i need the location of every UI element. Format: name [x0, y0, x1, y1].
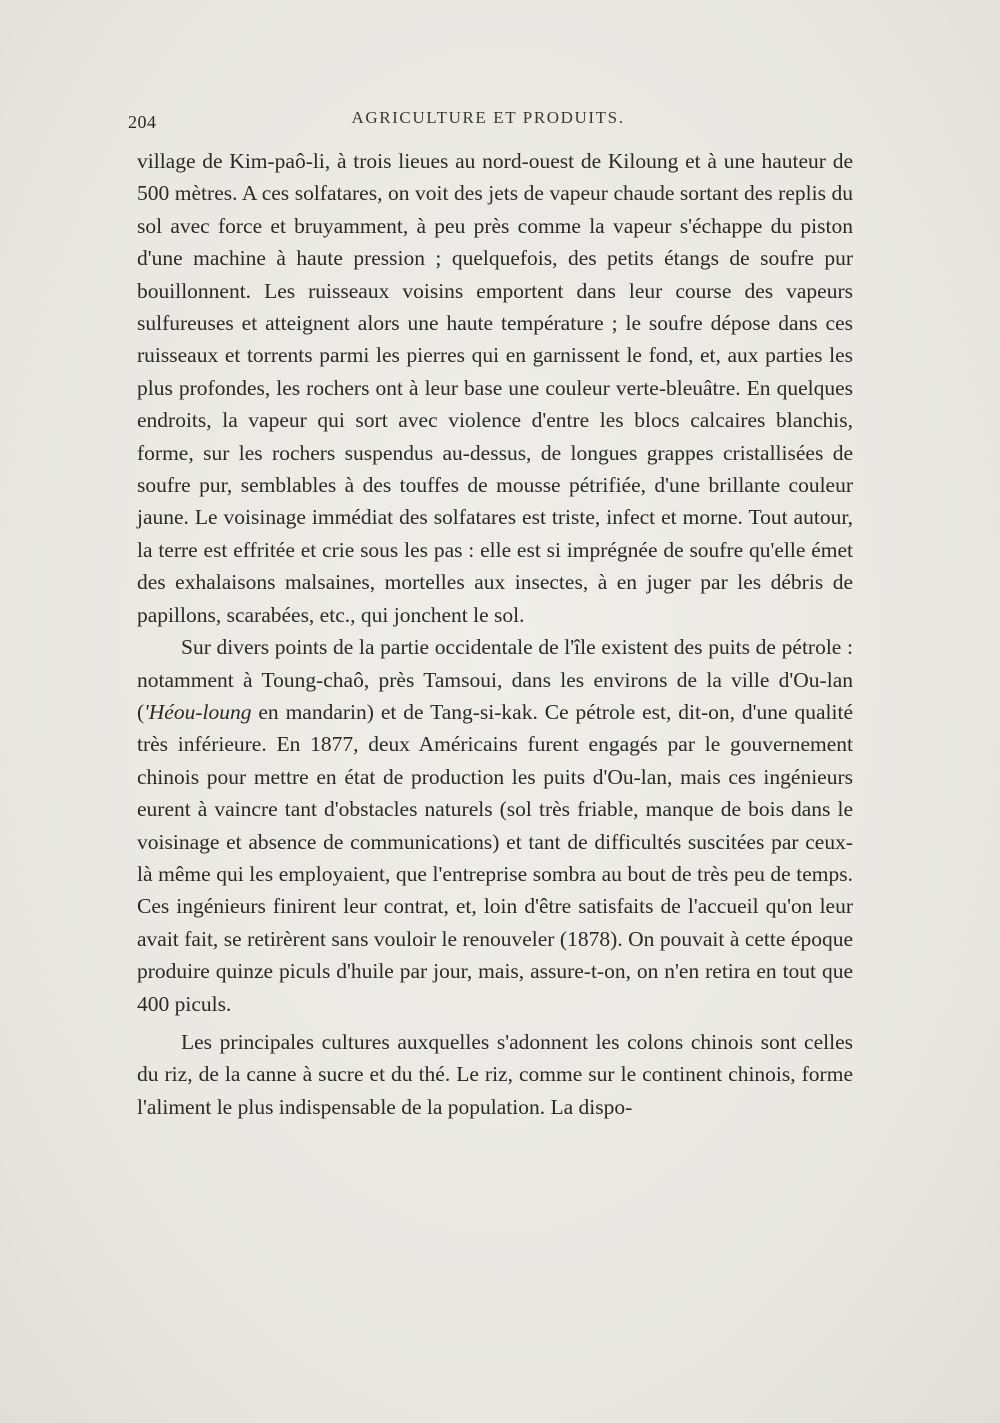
body-text [137, 145, 853, 1123]
paragraph-petrole-start: Sur divers points de la partie occidentale de l'île existent des puits de pétrole : notamment à Toung-chaô, près Tamsoui, dans les environs de la ville d'Ou-lan ( [137, 635, 853, 724]
running-title: AGRICULTURE ET PRODUITS. [351, 108, 625, 127]
mandarin-name: 'Héou-loung [144, 699, 252, 724]
paragraph-solfatares: village de Kim-paô-li, à trois lieues au nord-ouest de Kiloung et à une hauteur de 500 mètres. A ces solfatares, on voit des jets de vapeur chaude sortant des replis du sol avec force et bruyamment, à peu près comme la vapeur s'échappe du piston d'une machine à haute pression ; quelquefois, des petits étangs de soufre pur bouillonnent. Les ruisseaux voisins emportent dans leur course des vapeurs sulfureuses et atteignent alors une haute température ; le soufre dépose dans ces ruisseaux et torrents parmi les pierres qui en garnissent le fond, et, aux parties les plus profondes, les rochers ont à leur base une couleur verte-bleuâtre. En quelques endroits, la vapeur qui sort avec violence d'entre les blocs calcaires blanchis, forme, sur les rochers suspendus au-dessus, de longues grappes cristallisées de soufre pur, semblables à des touffes de mousse pétrifiée, d'une brillante couleur jaune. Le voisinage immédiat des solfatares est triste, infect et morne. Tout autour, la terre est effritée et crie sous les pas : elle est si imprégnée de soufre qu'elle émet des exhalaisons malsaines, mortelles aux insectes, à en juger par les débris de papillons, scarabées, etc., qui jonchent le sol. [137, 149, 853, 627]
paragraph-petrole [137, 631, 853, 1020]
paragraph-petrole-rest: en mandarin) et de Tang-si-kak. Ce pétrole est, dit-on, d'une qualité très inférieure. En 1877, deux Américains furent engagés par le gouvernement chinois pour mettre en état de production les puits d'Ou-lan, mais ces ingénieurs eurent à vaincre tant d'obstacles naturels (sol très friable, manque de bois dans le voisinage et absence de communications) et tant de difficultés suscitées par ceux-là même qui les employaient, que l'entreprise sombra au bout de très peu de temps. Ces ingénieurs finirent leur contrat, et, loin d'être satisfaits de l'accueil qu'on leur avait fait, se retirèrent sans vouloir le renouveler (1878). On pouvait à cette époque produire quinze piculs d'huile par jour, mais, assure-t-on, on n'en retira en tout que 400 piculs. [137, 699, 853, 1016]
page-number: 204 [128, 112, 157, 132]
running-head [128, 106, 848, 136]
paragraph-cultures: Les principales cultures auxquelles s'adonnent les colons chinois sont celles du riz, de la canne à sucre et du thé. Le riz, comme sur le continent chinois, forme l'aliment le plus indispensable de la population. La dispo- [137, 1029, 853, 1119]
